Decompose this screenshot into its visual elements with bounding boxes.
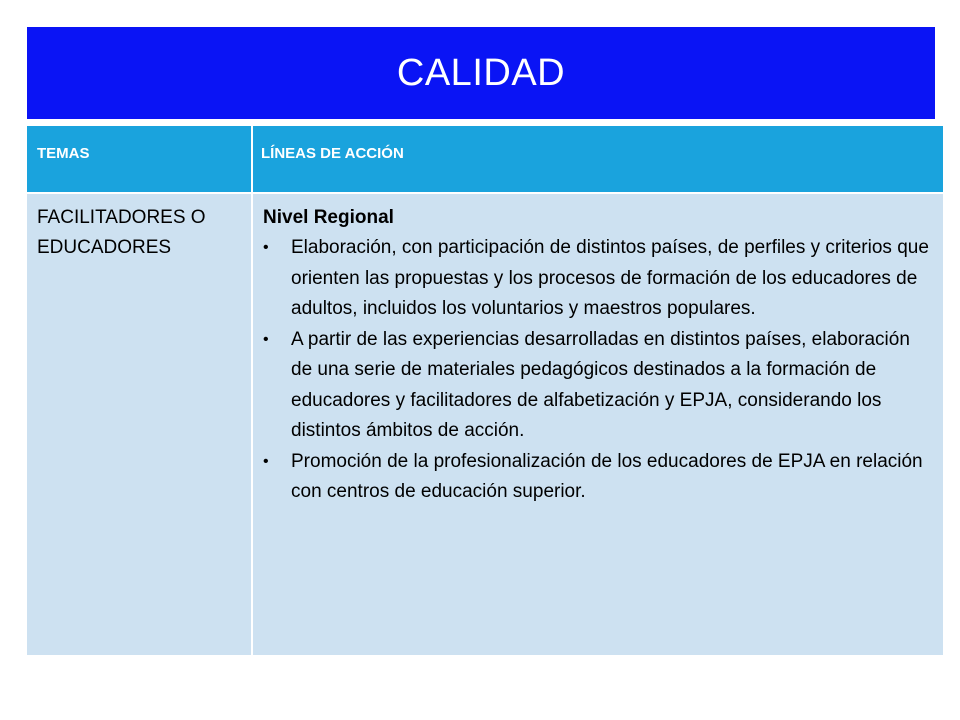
action-item bbox=[263, 233, 933, 325]
topic-cell bbox=[27, 194, 251, 655]
level-heading: Nivel Regional bbox=[263, 207, 394, 228]
action-item bbox=[263, 447, 933, 508]
action-lines-content bbox=[263, 203, 933, 508]
bullet-icon: • bbox=[263, 452, 269, 470]
header-cell-action-lines bbox=[253, 126, 943, 192]
page-title: CALIDAD bbox=[396, 51, 566, 94]
title-banner bbox=[27, 27, 935, 119]
bullet-icon: • bbox=[263, 239, 269, 256]
action-lines-table bbox=[27, 119, 943, 655]
topic-label: FACILITADORES O EDUCADORES bbox=[37, 207, 206, 258]
action-item-text: A partir de las experiencias desarrolladas en distintos países, elaboración de una serie de materiales pedagógicos destinados a la formación de educadores y facilitadores de alfabetización y EPJA, considerando los distintos ámbitos de acción. bbox=[291, 328, 910, 441]
bullet-icon: • bbox=[263, 330, 269, 348]
action-item-text: Elaboración, con participación de distintos países, de perfiles y criterios que orienten las propuestas y los procesos de formación de los educadores de adultos, incluidos los voluntarios y maestros populares. bbox=[291, 237, 929, 319]
action-item bbox=[263, 325, 933, 447]
action-item-text: Promoción de la profesionalización de los educadores de EPJA en relación con centros de educación superior. bbox=[291, 450, 923, 502]
header-label-action-lines: LÍNEAS DE ACCIÓN bbox=[261, 145, 404, 162]
header-cell-topics bbox=[27, 126, 251, 192]
header-label-topics: TEMAS bbox=[37, 145, 90, 162]
action-lines-cell bbox=[253, 194, 943, 655]
action-list bbox=[263, 233, 933, 508]
